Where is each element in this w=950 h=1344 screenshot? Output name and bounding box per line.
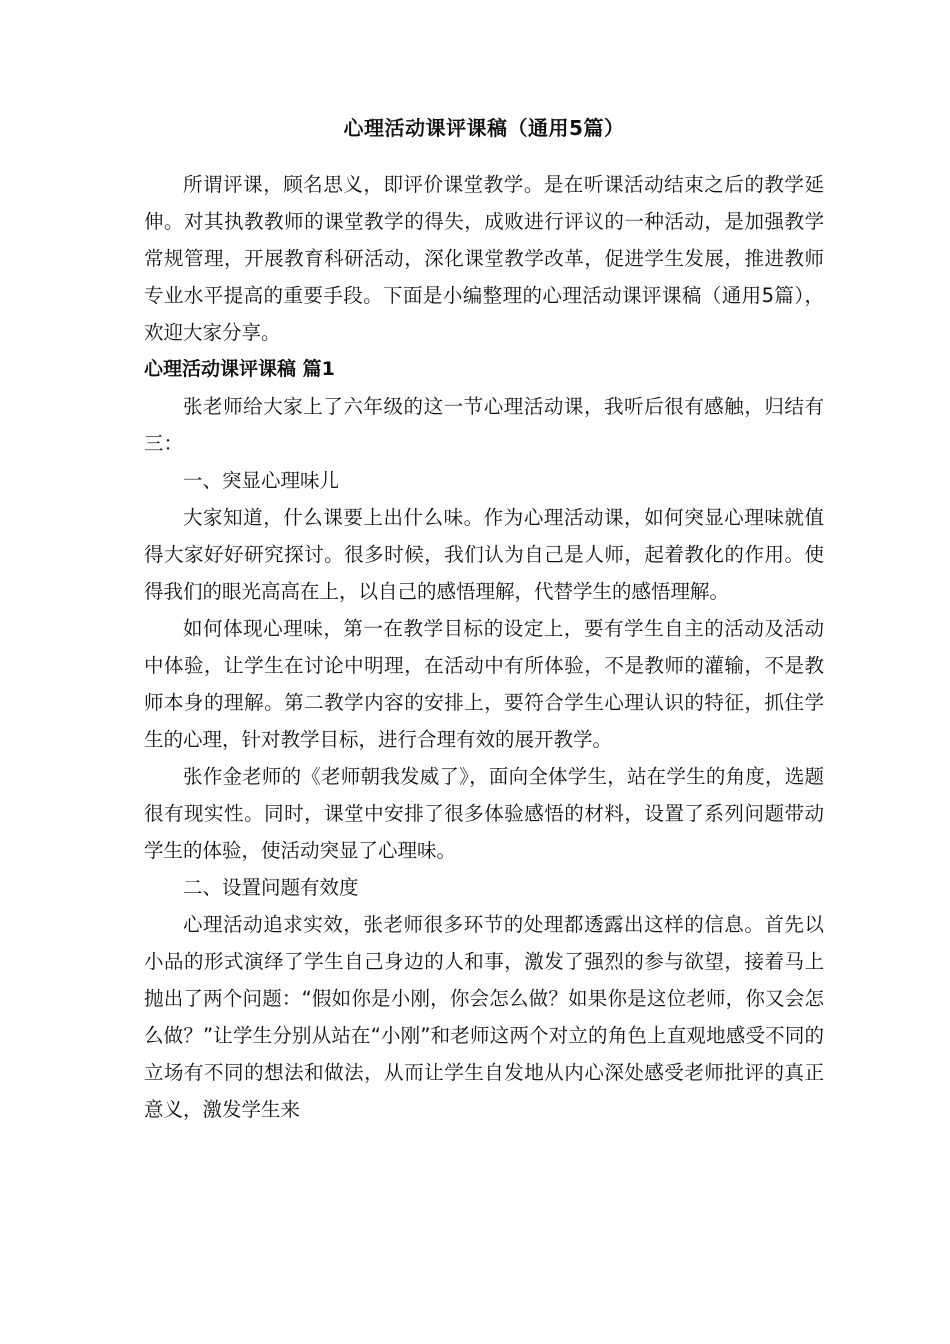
document-title: 心理活动课评课稿（通用5篇）	[343, 116, 625, 140]
document-body	[144, 110, 824, 1128]
section-paragraph: 张老师给大家上了六年级的这一节心理活动课，我听后很有感触，归结有三：	[144, 395, 824, 455]
section-paragraph: 心理活动追求实效，张老师很多环节的处理都透露出这样的信息。首先以小品的形式演绎了学生自己身边的人和事，激发了强烈的参与欲望，接着马上抛出了两个问题：“假如你是小刚，你会怎么做？如果你是这位老师，你又会怎么做？”让学生分别从站在“小刚”和老师这两个对立的角色上直观地感受不同的立场有不同的想法和做法，从而让学生自发地从内心深处感受老师批评的真正意义，激发学生来	[144, 913, 824, 1121]
section-heading: 心理活动课评课稿 篇1	[144, 358, 335, 380]
subsection-heading: 一、突显心理味儿	[183, 469, 340, 492]
section-paragraph: 大家知道，什么课要上出什么味。作为心理活动课，如何突显心理味就值得大家好好研究探讨。很多时候，我们认为自己是人师，起着教化的作用。使得我们的眼光高高在上，以自己的感悟理解，代替学生的感悟理解。	[144, 506, 824, 603]
section-paragraph: 如何体现心理味，第一在教学目标的设定上，要有学生自主的活动及活动中体验，让学生在讨论中明理，在活动中有所体验，不是教师的灌输，不是教师本身的理解。第二教学内容的安排上，要符合学生心理认识的特征，抓住学生的心理，针对教学目标，进行合理有效的展开教学。	[144, 617, 824, 751]
subsection-heading: 二、设置问题有效度	[183, 876, 359, 899]
intro-paragraph: 所谓评课，顾名思义，即评价课堂教学。是在听课活动结束之后的教学延伸。对其执教教师的课堂教学的得失，成败进行评议的一种活动，是加强教学常规管理，开展教育科研活动，深化课堂教学改革，促进学生发展，推进教师专业水平提高的重要手段。下面是小编整理的心理活动课评课稿（通用5篇），欢迎大家分享。	[144, 173, 824, 344]
section-paragraph: 张作金老师的《老师朝我发威了》，面向全体学生，站在学生的角度，选题很有现实性。同时，课堂中安排了很多体验感悟的材料，设置了系列问题带动学生的体验，使活动突显了心理味。	[144, 765, 824, 862]
